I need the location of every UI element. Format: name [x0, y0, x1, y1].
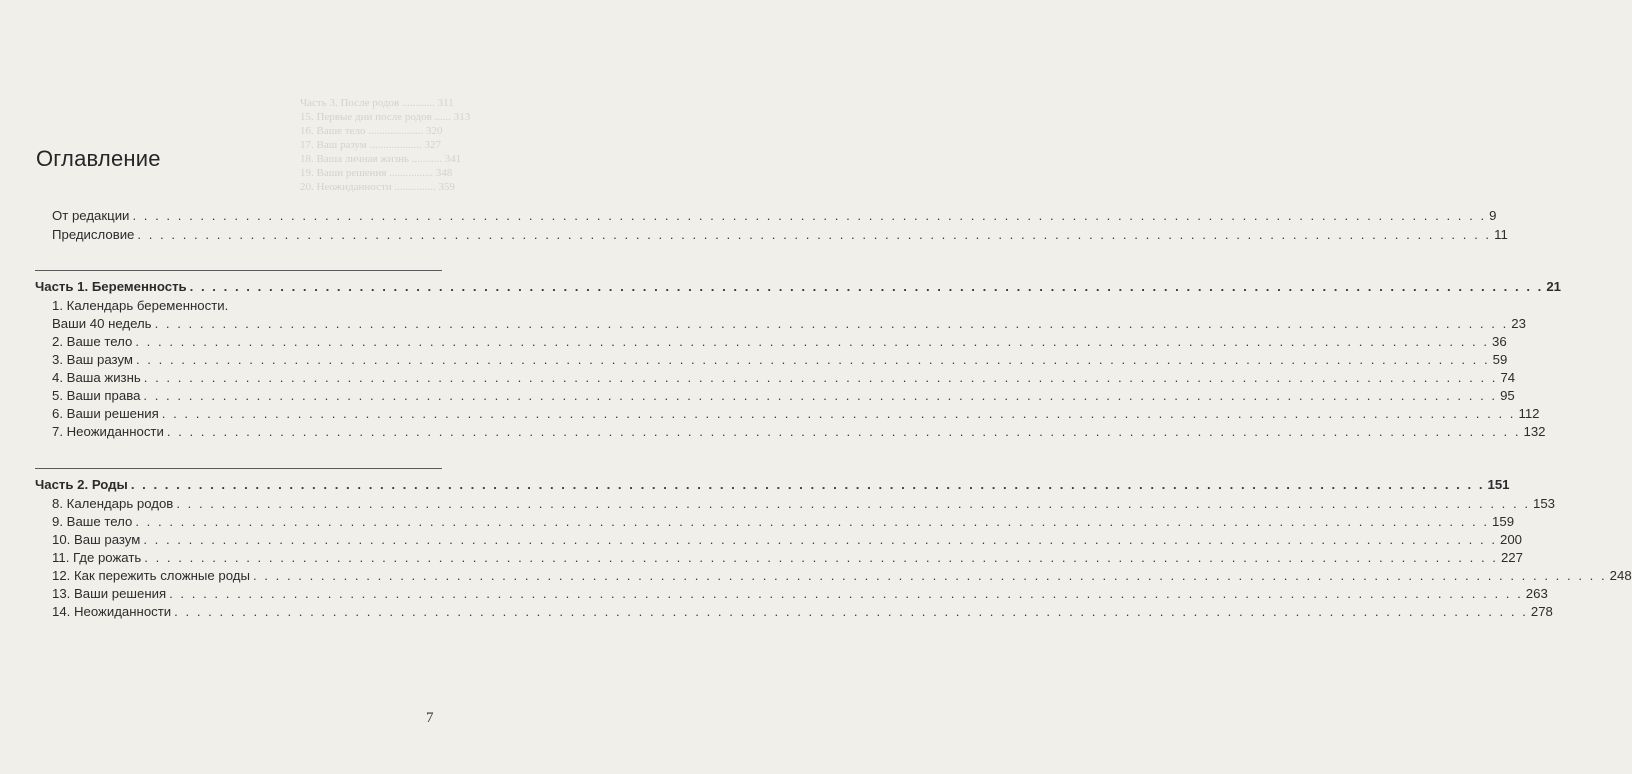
leader-dots: . . . . . . . . . . . . . . . . . . . . . . . . . . . . . . . . . . . . . . . . . . . . . . . . . . . . . . . . . . . . . . . . . . . . . . . . . . . . . . . . . . . . . . . . . . . . . . . . . . . . . . . . . . . . . . . . . . . . . . . .: [143, 388, 1498, 403]
toc-entry-label: 3. Ваш разум: [52, 352, 133, 367]
toc-entry-page: 248: [1609, 568, 1632, 583]
leader-dots: . . . . . . . . . . . . . . . . . . . . . . . . . . . . . . . . . . . . . . . . . . . . . . . . . . . . . . . . . . . . . . . . . . . . . . . . . . . . . . . . . . . . . . . . . . . . . . . . . . . . . . . . . . . . . . . . . . . . . . . .: [189, 279, 1544, 294]
toc-entry-label: 1. Календарь беременности.: [52, 298, 229, 313]
leader-dots: . . . . . . . . . . . . . . . . . . . . . . . . . . . . . . . . . . . . . . . . . . . . . . . . . . . . . . . . . . . . . . . . . . . . . . . . . . . . . . . . . . . . . . . . . . . . . . . . . . . . . . . . . . . . . . . . . . . . . . . .: [130, 477, 1485, 492]
toc-entry-page: 74: [1500, 370, 1516, 385]
toc-entry: [52, 513, 1515, 531]
toc-entry: [52, 495, 1556, 513]
leader-dots: . . . . . . . . . . . . . . . . . . . . . . . . . . . . . . . . . . . . . . . . . . . . . . . . . . . . . . . . . . . . . . . . . . . . . . . . . . . . . . . . . . . . . . . . . . . . . . . . . . . . . . . . . . . . . . . . . . . . . . . .: [161, 406, 1516, 421]
toc-entry: [52, 585, 1548, 603]
toc-entry-page: 159: [1492, 514, 1515, 529]
bleed-line: 20. Неожиданности ............... 359: [300, 181, 455, 193]
toc-entry-editorial: [52, 207, 1497, 225]
toc-entry-label: 9. Ваше тело: [52, 514, 133, 529]
toc-entry-page: 132: [1523, 424, 1546, 439]
toc-entry: [52, 387, 1515, 405]
toc-entry-label: 12. Как пережить сложные роды: [52, 568, 250, 583]
leader-dots: . . . . . . . . . . . . . . . . . . . . . . . . . . . . . . . . . . . . . . . . . . . . . . . . . . . . . . . . . . . . . . . . . . . . . . . . . . . . . . . . . . . . . . . . . . . . . . . . . . . . . . . . . . . . . . . . . . . . . . . .: [154, 316, 1509, 331]
toc-entry-label: 11. Где рожать: [52, 550, 142, 565]
toc-entry-page: 263: [1525, 586, 1548, 601]
toc-entry: [52, 603, 1553, 621]
leader-dots: . . . . . . . . . . . . . . . . . . . . . . . . . . . . . . . . . . . . . . . . . . . . . . . . . . . . . . . . . . . . . . . . . . . . . . . . . . . . . . . . . . . . . . . . . . . . . . . . . . . . . . . . . . . . . . . . . . . . . . . .: [174, 604, 1528, 619]
toc-part-2: [35, 476, 1510, 494]
leader-dots: . . . . . . . . . . . . . . . . . . . . . . . . . . . . . . . . . . . . . . . . . . . . . . . . . . . . . . . . . . . . . . . . . . . . . . . . . . . . . . . . . . . . . . . . . . . . . . . . . . . . . . . . . . . . . . . . . . . . . . . .: [143, 532, 1497, 547]
toc-entry-label: От редакции: [52, 208, 130, 223]
toc-entry-page: 153: [1533, 496, 1556, 511]
toc-entry: [52, 549, 1523, 567]
divider-line: [35, 468, 442, 469]
leader-dots: . . . . . . . . . . . . . . . . . . . . . . . . . . . . . . . . . . . . . . . . . . . . . . . . . . . . . . . . . . . . . . . . . . . . . . . . . . . . . . . . . . . . . . . . . . . . . . . . . . . . . . . . . . . . . . . . . . . . . . . .: [132, 208, 1487, 223]
leader-dots: . . . . . . . . . . . . . . . . . . . . . . . . . . . . . . . . . . . . . . . . . . . . . . . . . . . . . . . . . . . . . . . . . . . . . . . . . . . . . . . . . . . . . . . . . . . . . . . . . . . . . . . . . . . . . . . . . . . . . . . .: [176, 496, 1530, 511]
toc-entry-label: 5. Ваши права: [52, 388, 141, 403]
bleed-line: 18. Ваша личная жизнь ........... 341: [300, 153, 462, 165]
toc-entry-label: 7. Неожиданности: [52, 424, 164, 439]
toc-entry-page: 36: [1492, 334, 1507, 349]
toc-entry: [52, 423, 1546, 441]
toc-entry-page: 11: [1494, 227, 1508, 242]
toc-entry: [52, 351, 1508, 369]
toc-entry-page: 59: [1492, 352, 1508, 367]
toc-entry-page: 95: [1500, 388, 1515, 403]
toc-entry-page: 112: [1518, 406, 1540, 421]
toc-entry-page: 23: [1511, 316, 1526, 331]
leader-dots: . . . . . . . . . . . . . . . . . . . . . . . . . . . . . . . . . . . . . . . . . . . . . . . . . . . . . . . . . . . . . . . . . . . . . . . . . . . . . . . . . . . . . . . . . . . . . . . . . . . . . . . . . . . . . . . . . . . . . . . .: [137, 227, 1492, 242]
toc-entry-page: 200: [1500, 532, 1523, 547]
toc-part-page: 151: [1487, 477, 1510, 492]
leader-dots: . . . . . . . . . . . . . . . . . . . . . . . . . . . . . . . . . . . . . . . . . . . . . . . . . . . . . . . . . . . . . . . . . . . . . . . . . . . . . . . . . . . . . . . . . . . . . . . . . . . . . . . . . . . . . . . . . . . . . . . .: [169, 586, 1523, 601]
toc-entry-label: 13. Ваши решения: [52, 586, 167, 601]
toc-entry-label: 14. Неожиданности: [52, 604, 172, 619]
leader-dots: . . . . . . . . . . . . . . . . . . . . . . . . . . . . . . . . . . . . . . . . . . . . . . . . . . . . . . . . . . . . . . . . . . . . . . . . . . . . . . . . . . . . . . . . . . . . . . . . . . . . . . . . . . . . . . . . . . . . . . . .: [135, 334, 1490, 349]
leader-dots: . . . . . . . . . . . . . . . . . . . . . . . . . . . . . . . . . . . . . . . . . . . . . . . . . . . . . . . . . . . . . . . . . . . . . . . . . . . . . . . . . . . . . . . . . . . . . . . . . . . . . . . . . . . . . . . . . . . . . . . .: [143, 370, 1498, 385]
toc-entry-label: 4. Ваша жизнь: [52, 370, 141, 385]
bleed-line: 16. Ваше тело .................... 320: [300, 125, 443, 137]
toc-entry-label: 6. Ваши решения: [52, 406, 159, 421]
divider-line: [35, 270, 442, 271]
toc-entry-page: 9: [1489, 208, 1497, 223]
page-title: Оглавление: [36, 146, 161, 171]
toc-entry-preface: [52, 226, 1508, 244]
leader-dots: . . . . . . . . . . . . . . . . . . . . . . . . . . . . . . . . . . . . . . . . . . . . . . . . . . . . . . . . . . . . . . . . . . . . . . . . . . . . . . . . . . . . . . . . . . . . . . . . . . . . . . . . . . . . . . . . . . . . . . . .: [144, 550, 1498, 565]
toc-part-label: Часть 1. Беременность: [35, 279, 187, 294]
toc-entry: [52, 315, 1526, 333]
leader-dots: . . . . . . . . . . . . . . . . . . . . . . . . . . . . . . . . . . . . . . . . . . . . . . . . . . . . . . . . . . . . . . . . . . . . . . . . . . . . . . . . . . . . . . . . . . . . . . . . . . . . . . . . . . . . . . . . . . . . . . . .: [166, 424, 1521, 439]
toc-entry-page: 278: [1530, 604, 1553, 619]
bleed-line: 19. Ваши решения ................ 348: [300, 167, 453, 179]
bleed-line: Часть 3. После родов ............ 311: [300, 97, 454, 109]
bleed-through-text: [300, 96, 470, 194]
leader-dots: . . . . . . . . . . . . . . . . . . . . . . . . . . . . . . . . . . . . . . . . . . . . . . . . . . . . . . . . . . . . . . . . . . . . . . . . . . . . . . . . . . . . . . . . . . . . . . . . . . . . . . . . . . . . . . . . . . . . . . . .: [135, 352, 1490, 367]
toc-entry-label: 2. Ваше тело: [52, 334, 133, 349]
toc-entry-label: Ваши 40 недель: [52, 316, 152, 331]
toc-part-page: 21: [1546, 279, 1562, 294]
leader-dots: . . . . . . . . . . . . . . . . . . . . . . . . . . . . . . . . . . . . . . . . . . . . . . . . . . . . . . . . . . . . . . . . . . . . . . . . . . . . . . . . . . . . . . . . . . . . . . . . . . . . . . . . . . . . . . . . . . . . . . . .: [135, 514, 1490, 529]
bleed-line: 17. Ваш разум ................... 327: [300, 139, 442, 151]
leader-dots: . . . . . . . . . . . . . . . . . . . . . . . . . . . . . . . . . . . . . . . . . . . . . . . . . . . . . . . . . . . . . . . . . . . . . . . . . . . . . . . . . . . . . . . . . . . . . . . . . . . . . . . . . . . . . . . . . . . . . . . .: [252, 568, 1607, 583]
toc-entry-label: 8. Календарь родов: [52, 496, 174, 511]
toc-entry-label: 10. Ваш разум: [52, 532, 141, 547]
toc-entry: [52, 369, 1516, 387]
toc-part-label: Часть 2. Роды: [35, 477, 128, 492]
toc-entry: [52, 567, 1632, 585]
toc-entry: [52, 531, 1523, 549]
toc-entry: [52, 405, 1540, 423]
bleed-line: 15. Первые дни после родов ...... 313: [300, 111, 471, 123]
toc-entry-page: 227: [1500, 550, 1523, 565]
toc-entry-label: Предисловие: [52, 227, 135, 242]
toc-entry: [52, 333, 1507, 351]
toc-part-1: [35, 278, 1562, 296]
page-number: 7: [426, 710, 434, 726]
